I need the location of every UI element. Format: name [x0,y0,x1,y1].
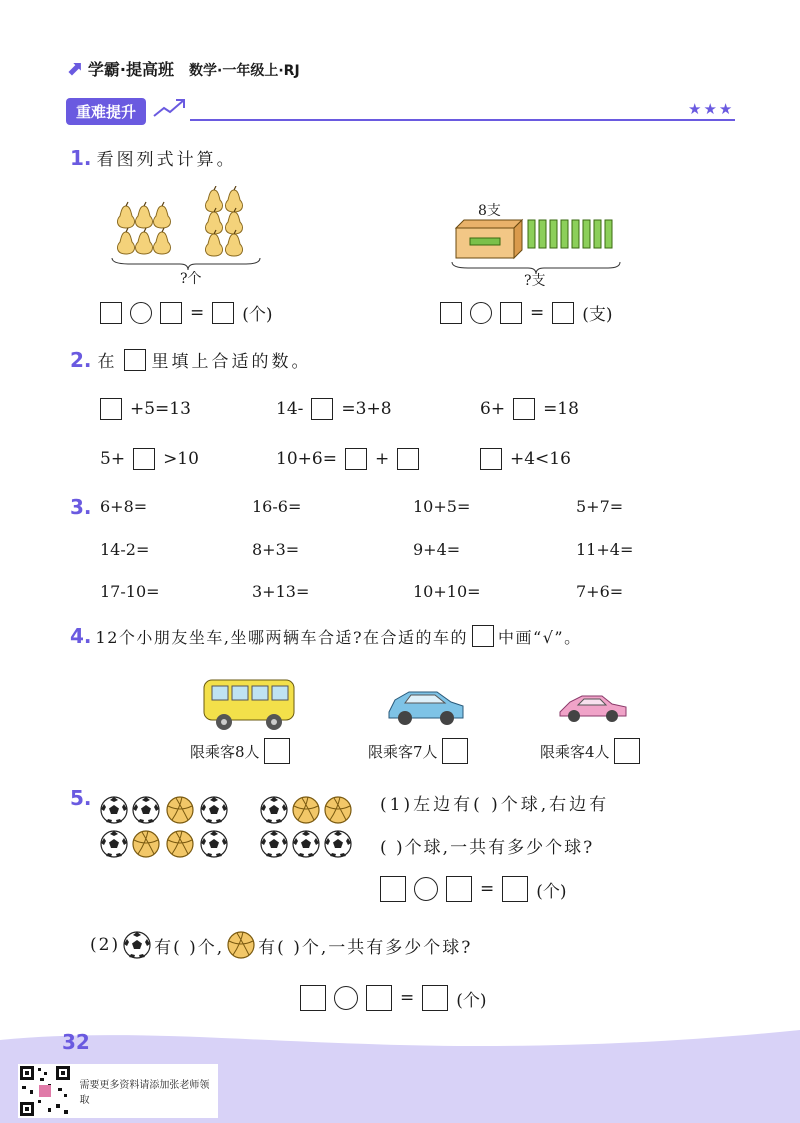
car-option-3 [540,738,640,764]
q3-cell: 10+5= [413,497,471,516]
q3-cell: 9+4= [413,540,461,559]
q2-expr: >10 [163,449,199,469]
brand-icon: ⬈ [66,56,83,80]
q3-cell: 17-10= [100,582,160,601]
page-number: 32 [62,1030,90,1054]
q5-part1-equation [380,876,567,902]
answer-box[interactable] [502,876,528,902]
section-badge: 重难提升 [66,98,146,125]
q5-part2-label: (2) [90,935,121,955]
q5-part2-text: 有( )个,一共有多少个球? [258,937,473,958]
operator-circle[interactable] [414,877,438,901]
answer-box[interactable] [552,302,574,324]
q3-cell: 16-6= [252,497,302,516]
unit-label: (支) [582,305,613,325]
promo-banner [18,1064,218,1118]
answer-box[interactable] [480,448,502,470]
q2-expr: 10+6= [276,449,337,469]
operator-circle[interactable] [130,302,152,324]
car-option-1 [190,738,290,764]
trend-arrow-icon [152,96,188,120]
answer-box[interactable] [440,302,462,324]
equals-sign: = [530,302,545,323]
q4-text-pre: 12个小朋友坐车,坐哪两辆车合适?在合适的车的 [95,627,469,647]
unit-label: (个) [536,881,567,902]
q5-part1-line1: (1)左边有( )个球,右边有 [380,795,610,815]
answer-box[interactable] [212,302,234,324]
q5-part2-text: 有( )个, [154,937,225,958]
header-divider [190,119,735,121]
check-box[interactable] [264,738,290,764]
q2-expr: 6+ [480,399,506,419]
q5-part1-line2: ( )个球,一共有多少个球? [380,838,595,858]
q1-right-label: ?支 [524,273,546,289]
q5-part2-equation [300,985,487,1011]
answer-box[interactable] [500,302,522,324]
q2-expr: =3+8 [341,399,392,419]
q2-r2-item [480,448,571,470]
answer-box[interactable] [300,985,326,1011]
q2-expr: +4<16 [510,449,571,469]
sample-box [472,625,494,647]
operator-circle[interactable] [334,986,358,1010]
unit-label: (个) [242,305,273,325]
q2-expr: 14- [276,399,304,419]
q2-text-post: 里填上合适的数。 [151,352,312,372]
q2-title [70,347,312,372]
check-box[interactable] [442,738,468,764]
q1-title [70,145,237,170]
brand-title: 学霸·提高班 [87,60,174,79]
car-capacity-label: 限乘客8人 [190,742,260,761]
answer-box[interactable] [422,985,448,1011]
equals-sign: = [400,988,415,1008]
car-illustration [385,684,467,728]
q3-cell: 11+4= [576,540,634,559]
answer-box[interactable] [133,448,155,470]
q2-expr: 5+ [100,449,126,469]
q2-text-pre: 在 [97,352,118,372]
q2-r2-item [100,448,199,470]
answer-box[interactable] [397,448,419,470]
bus-illustration [200,676,300,734]
balls-illustration [98,794,368,864]
q4-text-post: 中画“√”。 [498,627,582,647]
q5-number: 5. [70,786,92,810]
answer-box[interactable] [100,398,122,420]
unit-label: (个) [456,990,487,1011]
q4-number: 4. [70,624,92,648]
q1-number: 1. [70,146,92,170]
difficulty-stars: ★★★ [688,100,735,118]
q5-part2 [90,930,472,960]
q2-r1-item [100,398,191,420]
q1-left-label: ?个 [180,271,202,287]
q1-text: 看图列式计算。 [96,150,237,170]
answer-box[interactable] [160,302,182,324]
q3-number: 3. [70,495,92,519]
answer-box[interactable] [311,398,333,420]
check-box[interactable] [614,738,640,764]
q4-title [70,624,582,648]
pears-illustration [110,186,270,281]
q2-expr: =18 [543,399,579,419]
q3-cell: 10+10= [413,582,481,601]
answer-box[interactable] [100,302,122,324]
equals-sign: = [480,879,495,899]
answer-box[interactable] [446,876,472,902]
subject-title: 数学·一年级上·RJ [189,63,300,79]
q2-r1-item [276,398,392,420]
q3-cell: 3+13= [252,582,310,601]
small-car-illustration [556,690,630,724]
q2-expr: +5=13 [130,399,191,419]
car-capacity-label: 限乘客7人 [368,742,438,761]
answer-box[interactable] [366,985,392,1011]
q3-cell: 6+8= [100,497,148,516]
promo-text: 需要更多资料请添加张老师领取 [79,1080,210,1106]
car-option-2 [368,738,468,764]
equals-sign: = [190,302,205,323]
soccer-ball-icon [122,930,152,960]
q2-expr: + [374,449,390,469]
header [66,56,300,80]
q3-cell: 5+7= [576,497,624,516]
q2-number: 2. [70,347,92,372]
answer-box[interactable] [380,876,406,902]
answer-box[interactable] [513,398,535,420]
q3-cell: 7+6= [576,582,624,601]
q1-left-equation [100,300,273,325]
q2-r2-item [276,448,419,470]
q3-cell: 8+3= [252,540,300,559]
q3-cell: 14-2= [100,540,150,559]
sample-box [124,349,146,371]
q2-r1-item [480,398,579,420]
answer-box[interactable] [345,448,367,470]
operator-circle[interactable] [470,302,492,324]
car-capacity-label: 限乘客4人 [540,742,610,761]
q1-right-equation [440,300,613,325]
volleyball-icon [226,930,256,960]
q1-right-top-label: 8支 [478,203,501,219]
qr-code-icon[interactable] [18,1064,71,1118]
